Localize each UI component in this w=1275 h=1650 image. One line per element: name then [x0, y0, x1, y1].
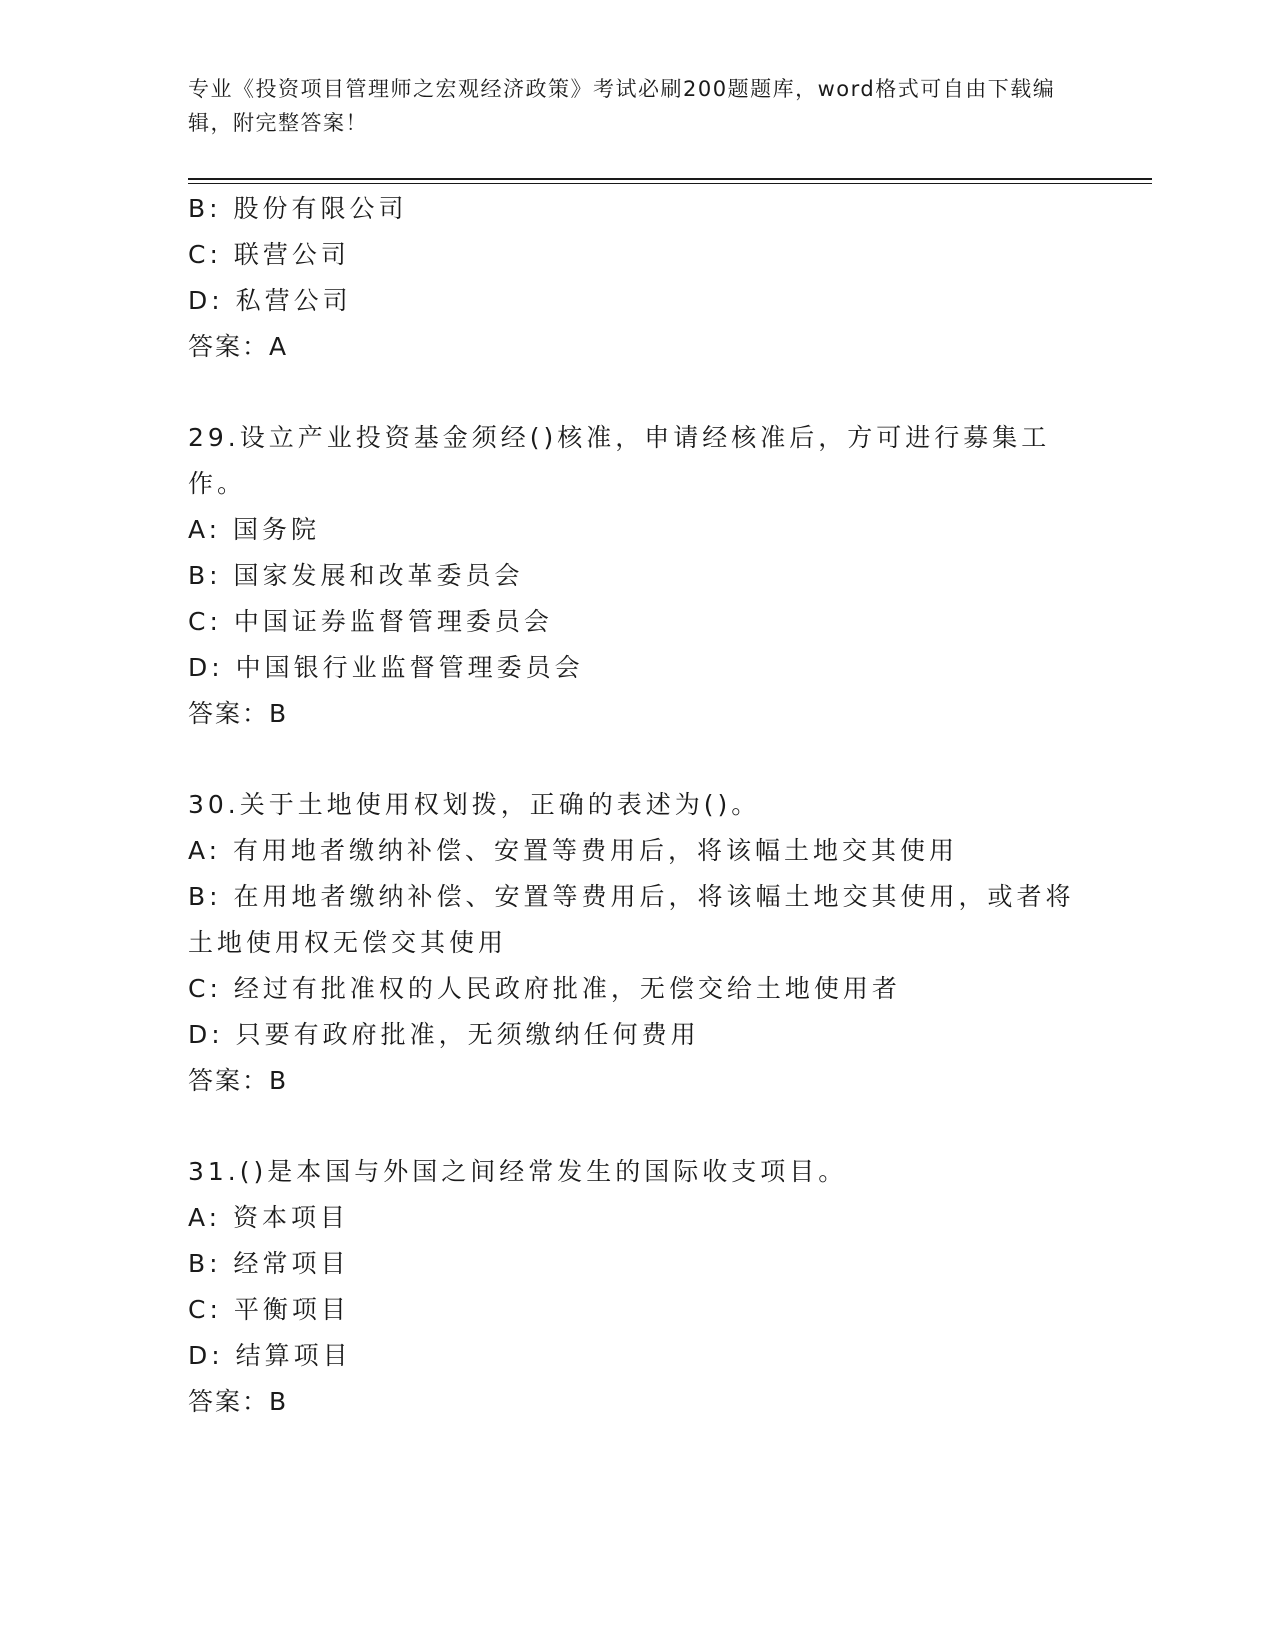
option-c: C: 联营公司: [188, 240, 350, 269]
answer-line: 答案：B: [188, 1066, 289, 1095]
spacer: [188, 1104, 1088, 1149]
spacer: [188, 370, 1088, 415]
option-b: B: 经常项目: [188, 1249, 350, 1278]
answer-line: 答案：B: [188, 699, 289, 728]
option-b: B: 股份有限公司: [188, 194, 408, 223]
question-continued: [188, 186, 1088, 370]
answer-line: 答案：A: [188, 332, 289, 361]
option-b: B: 国家发展和改革委员会: [188, 561, 524, 590]
option-a: A: 有用地者缴纳补偿、安置等费用后，将该幅土地交其使用: [188, 836, 959, 865]
option-a: A: 资本项目: [188, 1203, 350, 1232]
option-c: C: 经过有批准权的人民政府批准，无偿交给土地使用者: [188, 974, 901, 1003]
option-c: C: 中国证券监督管理委员会: [188, 607, 553, 636]
question-stem: 29.设立产业投资基金须经()核准，申请经核准后，方可进行募集工作。: [188, 423, 1051, 498]
option-d: D: 私营公司: [188, 286, 352, 315]
option-c: C: 平衡项目: [188, 1295, 350, 1324]
question-30: [188, 782, 1088, 1104]
question-29: [188, 415, 1088, 737]
page-header: 专业《投资项目管理师之宏观经济政策》考试必刷200题题库，word格式可自由下载编辑，附完整答案！: [188, 77, 1056, 135]
option-d: D: 只要有政府批准，无须缴纳任何费用: [188, 1020, 700, 1049]
header-divider: [188, 178, 1152, 180]
option-b: B: 在用地者缴纳补偿、安置等费用后，将该幅土地交其使用，或者将土地使用权无偿交其使用: [188, 882, 1075, 957]
question-stem: 30.关于土地使用权划拨，正确的表述为()。: [188, 790, 761, 819]
option-a: A: 国务院: [188, 515, 321, 544]
document-body: [188, 186, 1088, 1425]
option-d: D: 中国银行业监督管理委员会: [188, 653, 584, 682]
spacer: [188, 737, 1088, 782]
answer-line: 答案：B: [188, 1387, 289, 1416]
option-d: D: 结算项目: [188, 1341, 352, 1370]
question-31: [188, 1149, 1088, 1425]
question-stem: 31.()是本国与外国之间经常发生的国际收支项目。: [188, 1157, 848, 1186]
